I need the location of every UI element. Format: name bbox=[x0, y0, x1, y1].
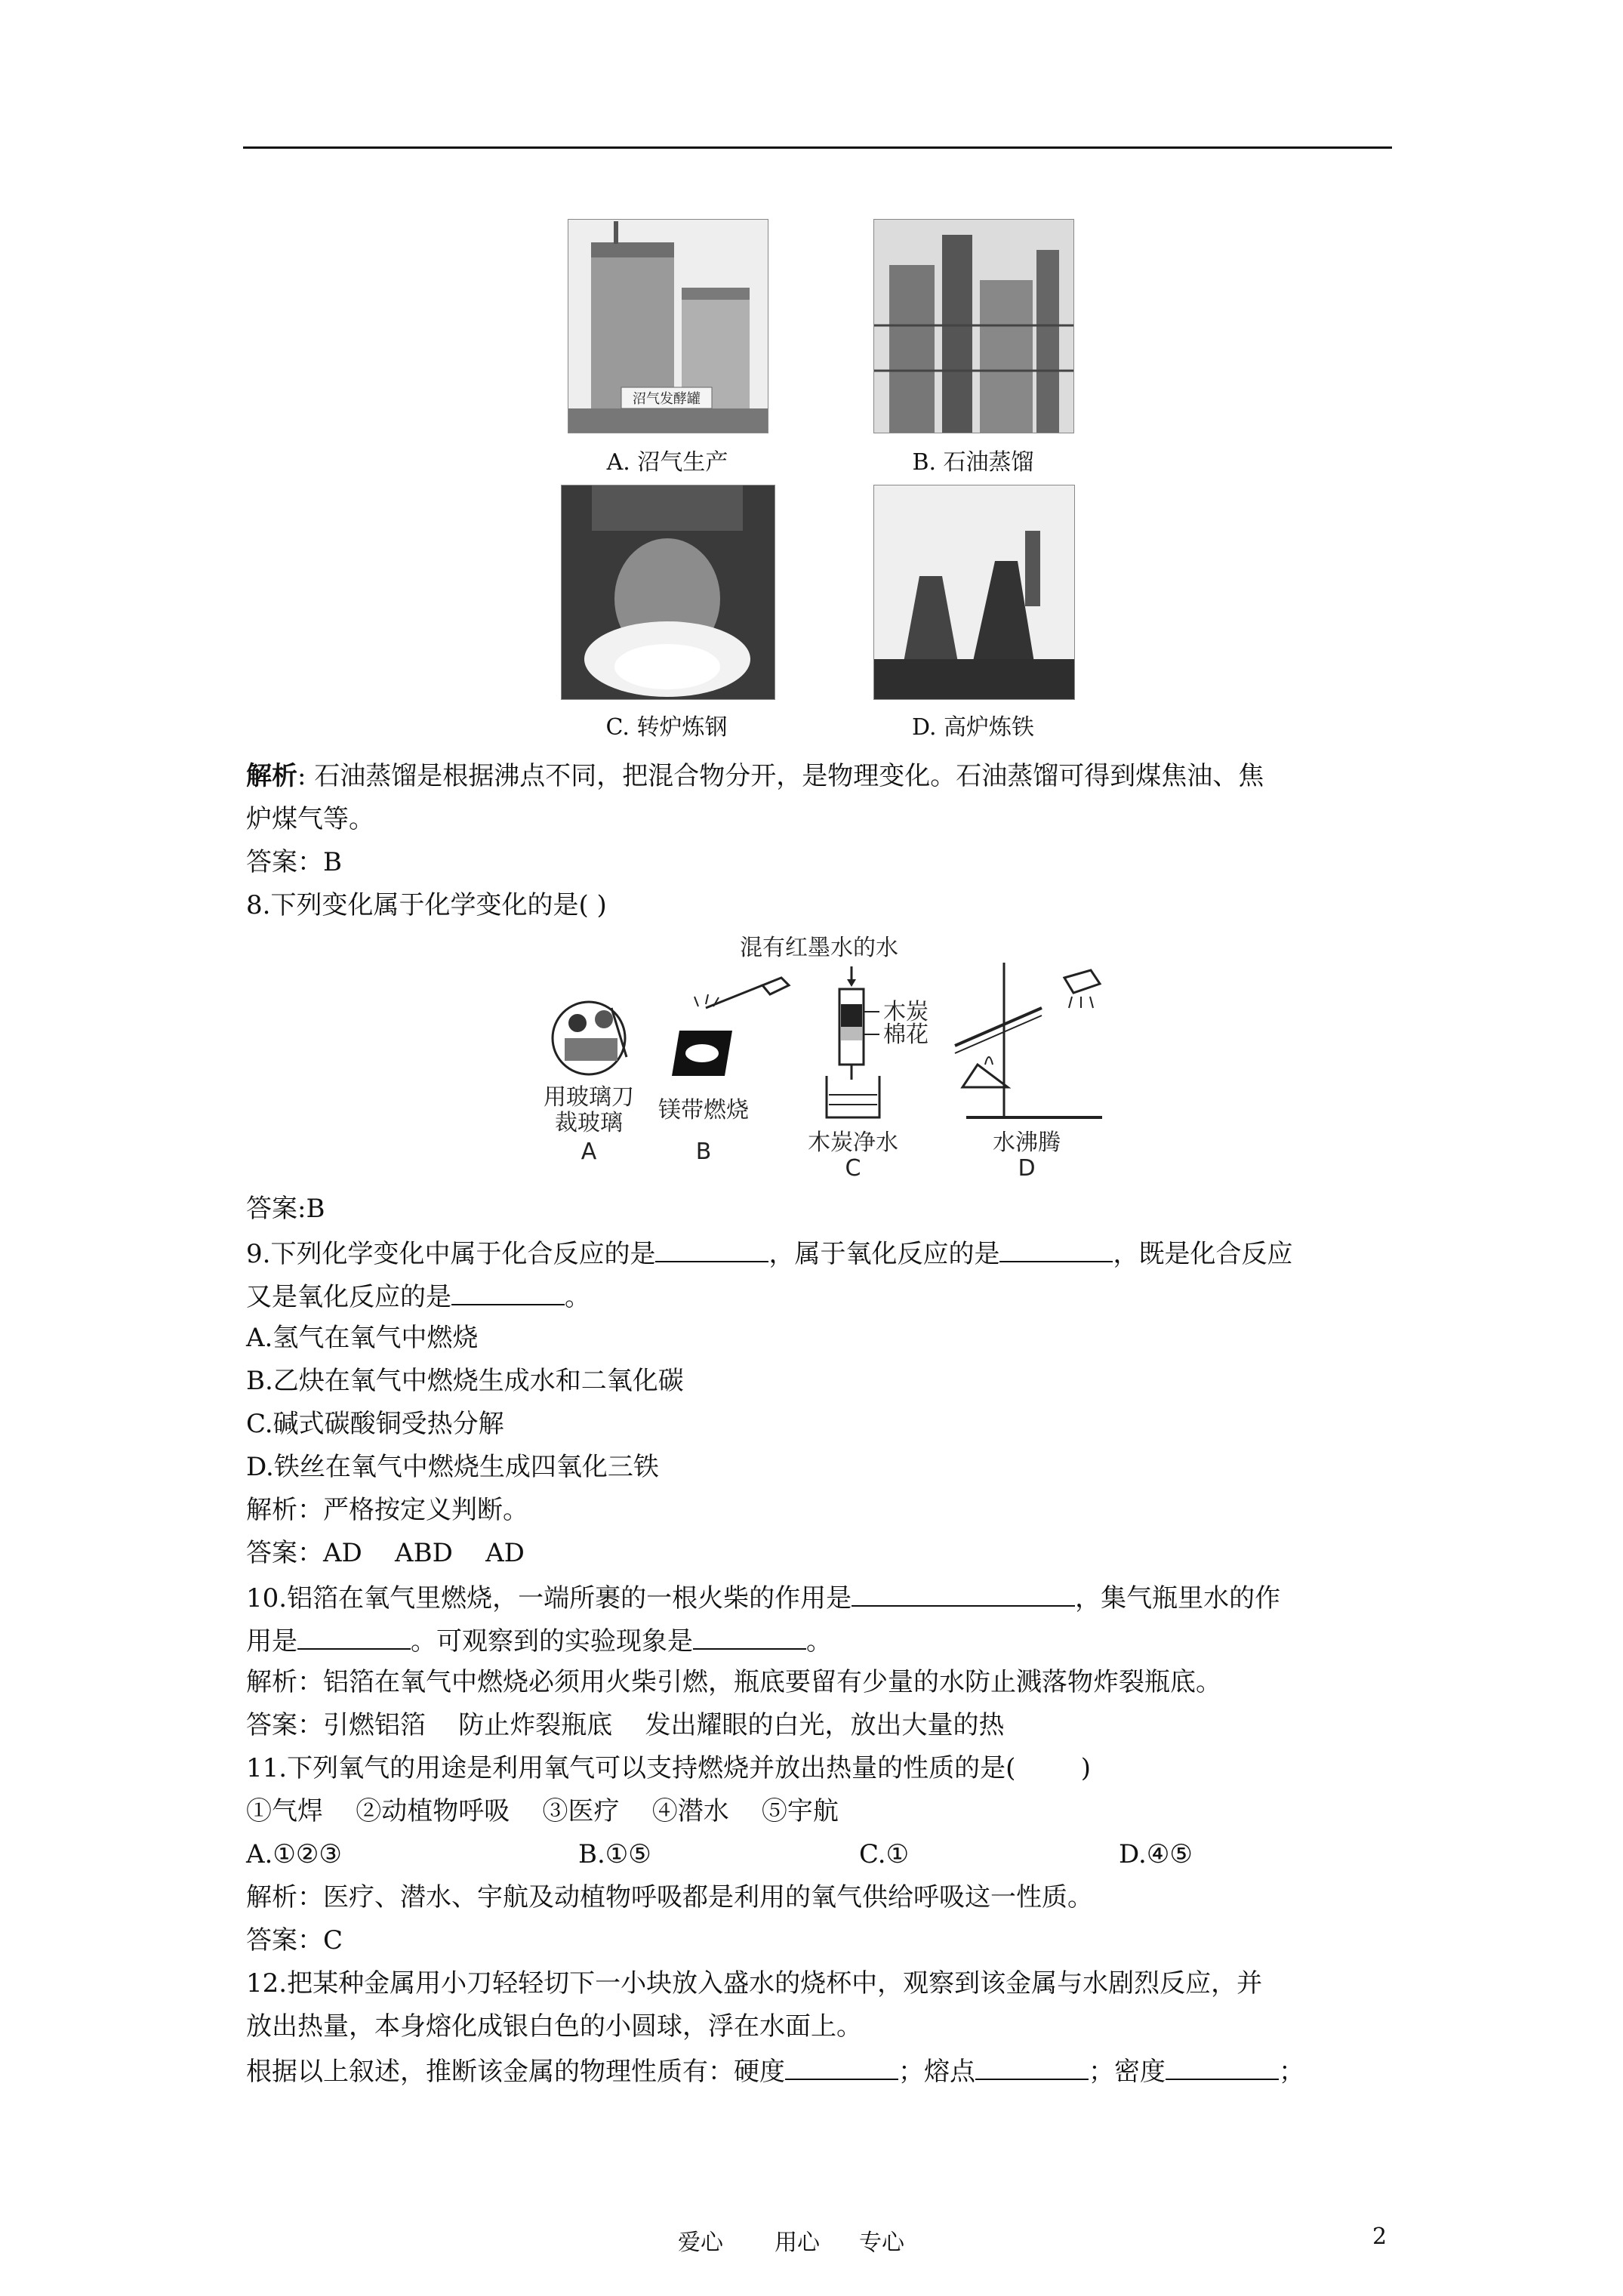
q12-line2: 放出热量，本身熔化成银白色的小圆球，浮在水面上。 bbox=[246, 2011, 862, 2042]
q10-line2: 用是 。可观察到的实验现象是 。 bbox=[246, 1618, 1394, 1661]
fig-c-charcoal-label: 木炭 bbox=[883, 999, 929, 1025]
q9-blank-2[interactable] bbox=[999, 1231, 1113, 1262]
q10-analysis: 解析：铝箔在氧气中燃烧必须用火柴引燃，瓶底要留有少量的水防止溅落物炸裂瓶底。 bbox=[246, 1667, 1221, 1697]
fig-c-label: 木炭净水 bbox=[808, 1130, 898, 1156]
q7-answer: 答案：B bbox=[246, 847, 342, 877]
fig-c-cotton-label: 棉花 bbox=[883, 1022, 929, 1048]
fig-a-label-1: 用玻璃刀 bbox=[544, 1084, 634, 1111]
fig-d-water-boiling bbox=[955, 963, 1102, 1117]
fig-c-letter: C bbox=[845, 1155, 861, 1182]
q10-answer: 答案：引燃铝箔 防止炸裂瓶底 发出耀眼的白光，放出大量的热 bbox=[246, 1710, 1005, 1740]
q12-blank-density[interactable] bbox=[1166, 2048, 1279, 2080]
main-text-block bbox=[246, 1188, 1394, 2091]
q8-figure bbox=[544, 932, 1117, 1182]
q11-option-c: C.① bbox=[859, 1839, 910, 1869]
q12-blank-hardness[interactable] bbox=[785, 2048, 898, 2080]
q10-line1: 10.铝箔在氧气里燃烧，一端所裹的一根火柴的作用是 ，集气瓶里水的作 bbox=[246, 1575, 1394, 1618]
q7-analysis-label: 解析 bbox=[246, 761, 297, 791]
footer-motto-2: 用心 bbox=[775, 2230, 820, 2256]
q9-line1: 9.下列化学变化中属于化合反应的是 ，属于氧化反应的是 ，既是化合反应 bbox=[246, 1231, 1394, 1274]
footer-motto-3: 专心 bbox=[859, 2230, 904, 2256]
photo-biogas-tanks bbox=[568, 219, 768, 433]
photo-blast-furnace bbox=[873, 485, 1075, 700]
caption-b: B. 石油蒸馏 bbox=[912, 449, 1034, 476]
page-number: 2 bbox=[1372, 2224, 1387, 2250]
q9-blank-3[interactable] bbox=[451, 1274, 565, 1305]
q7-analysis-line2: 炉煤气等。 bbox=[246, 804, 374, 834]
header-rule bbox=[243, 146, 1392, 149]
q7-block bbox=[246, 755, 1394, 927]
tank-sign-text: 沼气发酵罐 bbox=[633, 391, 701, 407]
q11-analysis: 解析：医疗、潜水、宇航及动植物呼吸都是利用的氧气供给呼吸这一性质。 bbox=[246, 1882, 1093, 1912]
q11-uses: ①气焊 ②动植物呼吸 ③医疗 ④潜水 ⑤宇航 bbox=[246, 1796, 839, 1826]
q8-question: 8.下列变化属于化学变化的是( ) bbox=[246, 890, 607, 920]
q9-option-c: C.碱式碳酸铜受热分解 bbox=[246, 1409, 504, 1439]
fig-c-top-label: 混有红墨水的水 bbox=[740, 935, 898, 961]
q10-blank-3[interactable] bbox=[693, 1618, 806, 1650]
q11-option-a: A.①②③ bbox=[246, 1839, 342, 1869]
q9-answer: 答案：AD ABD AD bbox=[246, 1538, 525, 1568]
q9-option-d: D.铁丝在氧气中燃烧生成四氧化三铁 bbox=[246, 1452, 659, 1482]
q9-blank-1[interactable] bbox=[655, 1231, 768, 1262]
photo-oil-distillation bbox=[873, 219, 1074, 433]
footer-motto-1: 爱心 bbox=[678, 2230, 723, 2256]
caption-c: C. 转炉炼钢 bbox=[605, 714, 728, 741]
q11-option-b: B.①⑤ bbox=[578, 1839, 651, 1869]
fig-b-letter: B bbox=[695, 1139, 712, 1165]
q10-blank-1[interactable] bbox=[852, 1575, 1075, 1607]
photo-converter-steelmaking bbox=[561, 485, 775, 700]
q12-line1: 12.把某种金属用小刀轻轻切下一小块放入盛水的烧杯中，观察到该金属与水剧烈反应，并 bbox=[246, 1968, 1263, 1999]
fig-b-label: 镁带燃烧 bbox=[658, 1097, 749, 1123]
fig-d-letter: D bbox=[1018, 1155, 1036, 1182]
caption-a: A. 沼气生产 bbox=[606, 449, 728, 476]
q8-answer: 答案:B bbox=[246, 1194, 325, 1224]
q11-answer: 答案：C bbox=[246, 1925, 343, 1955]
q9-line2: 又是氧化反应的是 。 bbox=[246, 1274, 1394, 1317]
fig-a-glass-cutting bbox=[553, 1002, 627, 1074]
q12-line3: 根据以上叙述，推断该金属的物理性质有：硬度 ；熔点 ；密度 ； bbox=[246, 2048, 1394, 2091]
q11-option-d: D.④⑤ bbox=[1119, 1839, 1193, 1869]
fig-a-label-2: 裁玻璃 bbox=[555, 1110, 623, 1136]
fig-b-magnesium-burning bbox=[672, 978, 789, 1076]
q9-option-b: B.乙炔在氧气中燃烧生成水和二氧化碳 bbox=[246, 1366, 684, 1396]
fig-a-letter: A bbox=[581, 1139, 597, 1165]
q12-blank-melting-point[interactable] bbox=[975, 2048, 1089, 2080]
caption-d: D. 高炉炼铁 bbox=[911, 714, 1035, 741]
q10-blank-2[interactable] bbox=[297, 1618, 411, 1650]
fig-d-label: 水沸腾 bbox=[993, 1130, 1061, 1156]
q7-analysis-line1: : 石油蒸馏是根据沸点不同，把混合物分开，是物理变化。石油蒸馏可得到煤焦油、焦 bbox=[297, 761, 1264, 791]
fig-c-charcoal-filter bbox=[827, 966, 879, 1117]
q11-options bbox=[246, 1833, 1394, 1876]
q11-question: 11.下列氧气的用途是利用氧气可以支持燃烧并放出热量的性质的是( ) bbox=[246, 1753, 1092, 1783]
q9-option-a: A.氢气在氧气中燃烧 bbox=[246, 1323, 479, 1353]
q9-analysis: 解析：严格按定义判断。 bbox=[246, 1495, 528, 1525]
